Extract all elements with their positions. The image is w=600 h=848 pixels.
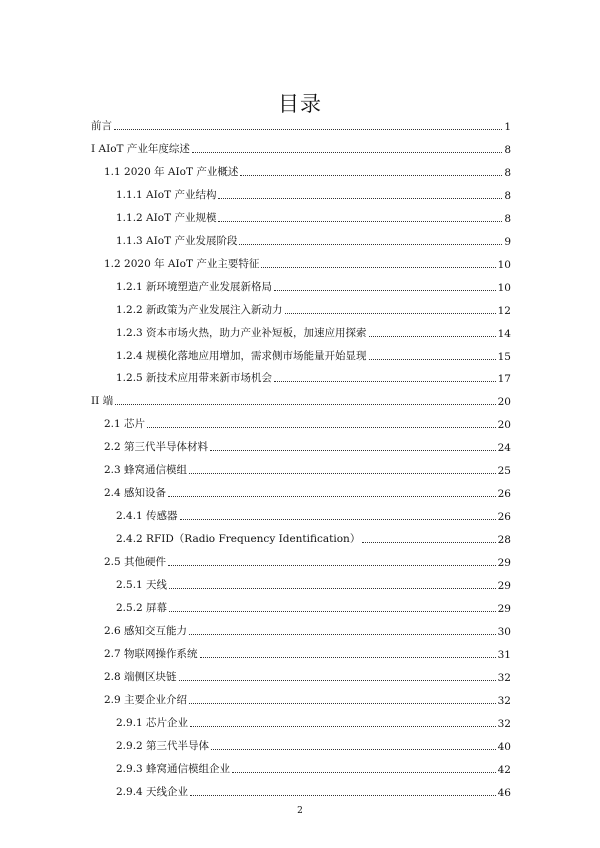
dot-leader — [369, 359, 496, 360]
toc-entry-page: 8 — [504, 166, 511, 179]
toc-entry[interactable] — [104, 691, 511, 707]
dot-leader — [168, 565, 496, 566]
toc-entry-page: 29 — [497, 557, 511, 570]
toc-entry[interactable] — [104, 668, 511, 684]
toc-entry[interactable] — [116, 714, 511, 730]
toc-entry[interactable] — [116, 186, 511, 202]
toc-entry-page: 24 — [497, 442, 511, 455]
toc-entry-title: 1.2.2 新政策为产业发展注入新动力 — [116, 303, 283, 316]
dot-leader — [362, 542, 495, 543]
toc-entry[interactable] — [104, 553, 511, 569]
toc-entry-page: 1 — [504, 121, 511, 133]
toc-entry[interactable] — [116, 324, 511, 340]
toc-entry-page: 25 — [497, 465, 511, 478]
dot-leader — [210, 450, 496, 451]
dot-leader — [190, 726, 496, 727]
toc-entry-title: 2.6 感知交互能力 — [104, 624, 188, 637]
toc-entry-page: 32 — [497, 694, 511, 707]
dot-leader — [115, 404, 495, 405]
page-number: 2 — [297, 806, 303, 816]
toc-entry-page: 42 — [497, 763, 511, 776]
toc-entry-title: 2.4 感知设备 — [104, 487, 167, 500]
toc-entry-page: 32 — [497, 671, 511, 684]
toc-entry-page: 8 — [504, 143, 511, 156]
toc-entry[interactable] — [116, 507, 511, 523]
toc-entry-title: 1.2.5 新技术应用带来新市场机会 — [116, 372, 273, 385]
toc-entry-page: 26 — [497, 511, 511, 524]
toc-entry-title: 1.2 2020 年 AIoT 产业主要特征 — [104, 257, 260, 270]
toc-entry-title: 2.5.1 天线 — [116, 579, 168, 591]
toc-entry[interactable] — [104, 484, 511, 500]
toc-entry[interactable] — [116, 232, 511, 248]
dot-leader — [211, 749, 496, 750]
toc-entry-title: 2.3 蜂窝通信模组 — [104, 464, 188, 477]
toc-entry[interactable] — [116, 369, 511, 385]
toc-entry[interactable] — [116, 737, 511, 753]
dot-leader — [261, 267, 495, 268]
toc-entry-title: 2.9 主要企业介绍 — [104, 693, 188, 706]
toc-entry-page: 40 — [497, 740, 511, 753]
toc-entry[interactable] — [116, 209, 511, 225]
dot-leader — [169, 611, 496, 612]
dot-leader — [200, 657, 496, 658]
toc-entry-title: 1.2.1 新环境塑造产业发展新格局 — [116, 280, 273, 293]
toc-entry-title: 1.1 2020 年 AIoT 产业概述 — [104, 165, 239, 178]
toc-entry-page: 32 — [497, 717, 511, 730]
dot-leader — [369, 336, 496, 337]
toc-entry-title: 2.5.2 屏幕 — [116, 601, 168, 614]
dot-leader — [189, 473, 496, 474]
toc-entry-page: 15 — [497, 350, 511, 363]
toc-entry-page: 10 — [497, 258, 511, 271]
dot-leader — [218, 198, 502, 199]
dot-leader — [192, 152, 502, 153]
toc-entry-page: 20 — [497, 419, 511, 432]
toc-entry-page: 31 — [497, 648, 511, 661]
toc-entry[interactable] — [104, 415, 511, 431]
toc-entry-page: 8 — [504, 189, 511, 202]
dot-leader — [169, 588, 496, 589]
dot-leader — [239, 244, 502, 245]
toc-entry-title: 2.8 端侧区块链 — [104, 670, 177, 683]
toc-entry[interactable] — [104, 461, 511, 477]
toc-entry-page: 17 — [497, 373, 511, 386]
dot-leader — [218, 221, 502, 222]
toc-entry[interactable] — [104, 163, 511, 179]
toc-entry-page: 30 — [497, 625, 511, 638]
toc-entry[interactable] — [116, 783, 511, 799]
toc-entry-page: 20 — [497, 396, 511, 409]
dot-leader — [232, 772, 496, 773]
dot-leader — [190, 795, 496, 796]
toc-entry-title: I AIoT 产业年度综述 — [91, 142, 190, 155]
toc-entry-title: 2.9.3 蜂窝通信模组企业 — [116, 762, 231, 775]
toc-entry-page: 46 — [497, 786, 511, 799]
toc-entry-page: 12 — [497, 304, 511, 317]
toc-entry-title: 2.4.1 传感器 — [116, 510, 178, 523]
toc-entry[interactable] — [116, 599, 511, 615]
toc-entry-title: II 端 — [91, 395, 114, 408]
toc-entry[interactable] — [116, 760, 511, 776]
toc-entry-page: 14 — [497, 327, 511, 340]
toc-entry-title: 1.1.1 AIoT 产业结构 — [116, 188, 217, 201]
toc-entry-title: 2.2 第三代半导体材料 — [104, 441, 209, 454]
toc-entry[interactable] — [91, 140, 511, 156]
dot-leader — [168, 496, 496, 497]
toc-entry-title: 2.1 芯片 — [104, 418, 146, 431]
toc-entry-title: 1.1.3 AIoT 产业发展阶段 — [116, 234, 238, 247]
toc-entry[interactable] — [116, 278, 511, 294]
dot-leader — [274, 381, 496, 382]
toc-entry[interactable] — [104, 255, 511, 271]
toc-entry[interactable] — [116, 301, 511, 317]
dot-leader — [189, 703, 496, 704]
dot-leader — [285, 313, 496, 314]
toc-entry-title: 2.7 物联网操作系统 — [104, 647, 198, 660]
toc-entry-page: 29 — [497, 602, 511, 615]
toc-title: 目录 — [278, 92, 322, 116]
toc-entry-title: 1.2.4 规模化落地应用增加，需求侧市场能量开始显现 — [116, 349, 367, 362]
dot-leader — [147, 427, 496, 428]
toc-entry[interactable] — [91, 117, 511, 133]
toc-entry-title: 2.9.4 天线企业 — [116, 785, 189, 798]
dot-leader — [189, 634, 496, 635]
toc-entry-title: 2.9.2 第三代半导体 — [116, 739, 210, 752]
toc-entry[interactable] — [91, 392, 511, 408]
toc-entry-page: 9 — [504, 235, 511, 248]
dot-leader — [180, 519, 496, 520]
dot-leader — [114, 129, 502, 130]
toc-entry-title: 2.9.1 芯片企业 — [116, 716, 189, 729]
dot-leader — [274, 290, 496, 291]
toc-entry-title: 1.2.3 资本市场火热，助力产业补短板，加速应用探索 — [116, 326, 367, 339]
toc-entry-page: 29 — [497, 580, 511, 592]
toc-entry[interactable] — [116, 530, 511, 546]
toc-entry-page: 26 — [497, 488, 511, 501]
toc-entry[interactable] — [116, 347, 511, 363]
toc-entry-title: 2.4.2 RFID（Radio Frequency Identification） — [116, 533, 361, 546]
dot-leader — [240, 175, 502, 176]
toc-entry-title: 1.1.2 AIoT 产业规模 — [116, 211, 217, 224]
toc-entry[interactable] — [116, 576, 511, 592]
dot-leader — [179, 680, 496, 681]
toc-entry-title: 前言 — [91, 120, 112, 132]
toc-entry[interactable] — [104, 622, 511, 638]
toc-entry-title: 2.5 其他硬件 — [104, 556, 167, 569]
toc-entry-page: 28 — [497, 534, 511, 547]
toc-entry[interactable] — [104, 438, 511, 454]
toc-entry-page: 8 — [504, 212, 511, 225]
toc-entry[interactable] — [104, 645, 511, 661]
toc-entry-page: 10 — [497, 281, 511, 294]
